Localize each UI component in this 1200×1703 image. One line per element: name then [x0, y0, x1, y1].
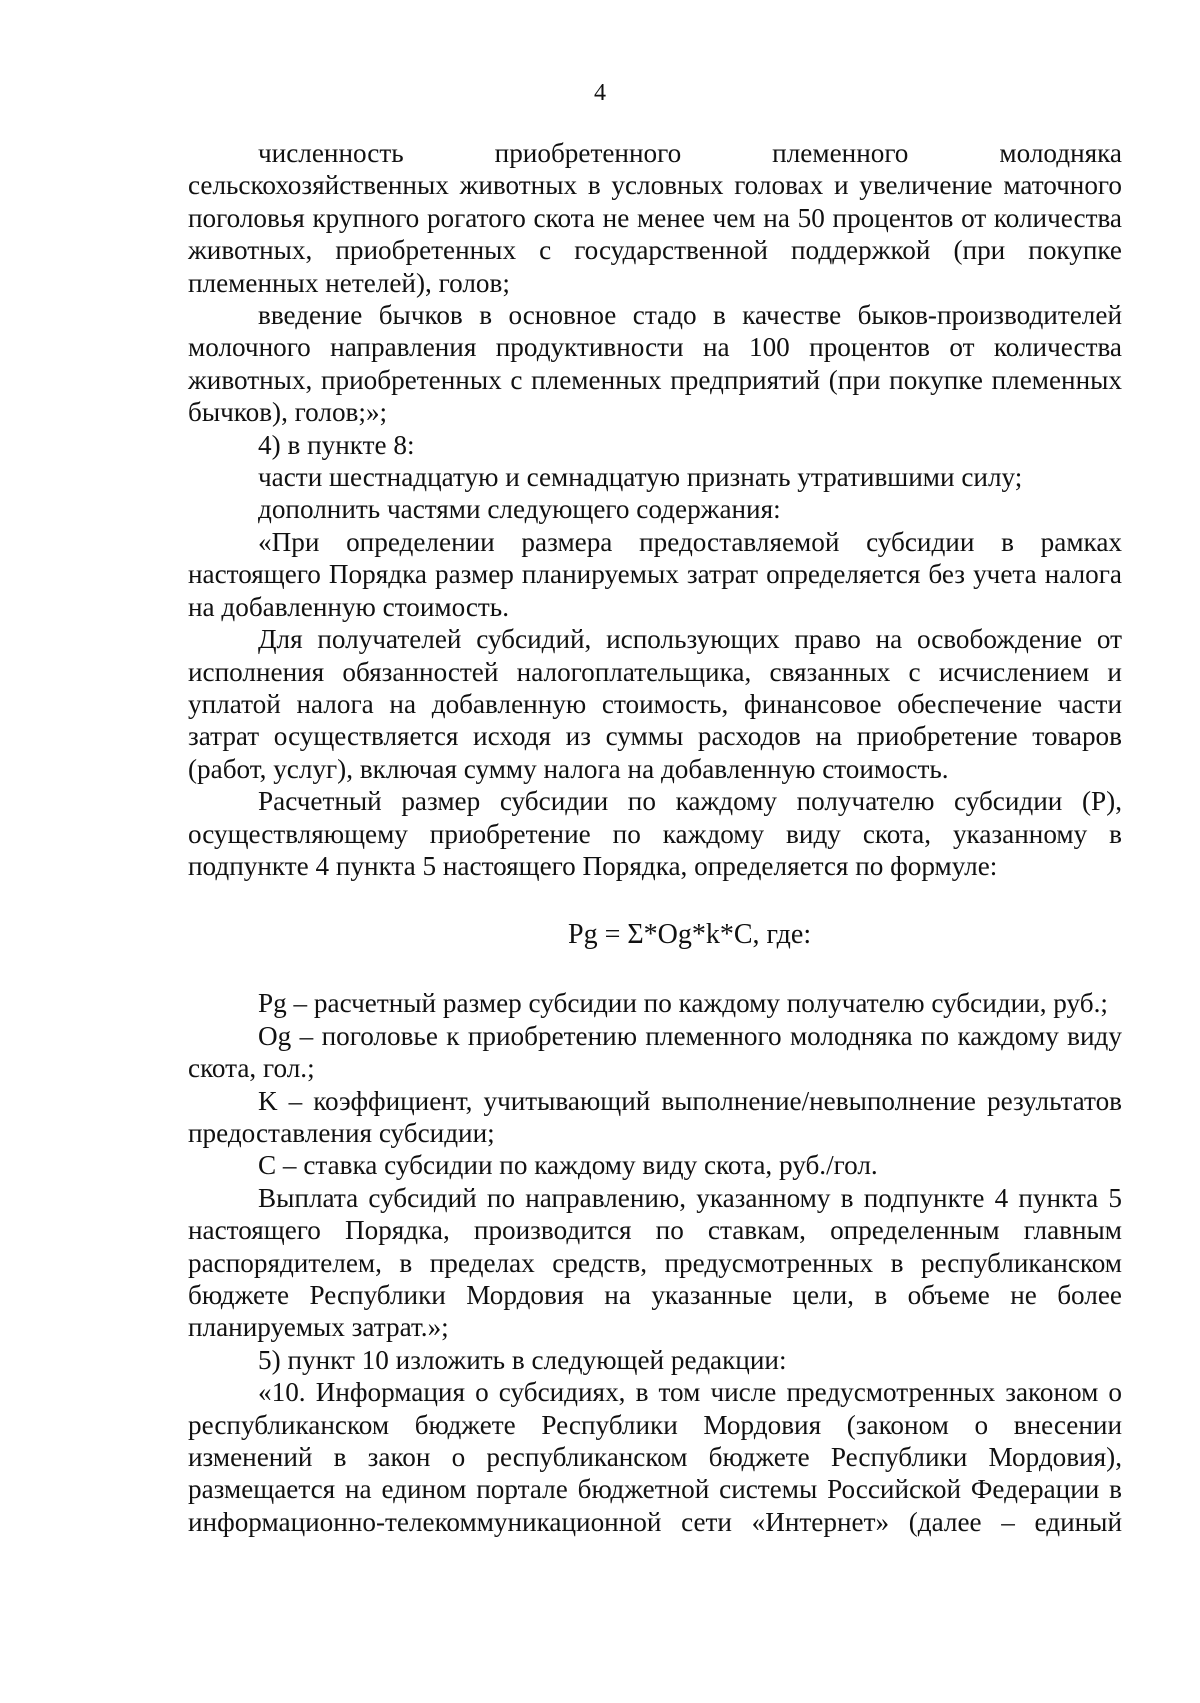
definition-item: Og – поголовье к приобретению племенного молодняка по каждому виду скота, гол.; [188, 1020, 1122, 1084]
document-body [188, 137, 1122, 1538]
paragraph: численность приобретенного племенного молодняка сельскохозяйственных животных в условных головах и увеличение маточного поголовья крупного рогатого скота не менее чем на 50 процентов от количества животных, приобретенных с государственной поддержкой (при покупке племенных нетелей), голов; [188, 138, 1122, 298]
paragraph: Расчетный размер субсидии по каждому получателю субсидии (Р), осуществляющему приобретение по каждому виду скота, указанному в подпункте 4 пункта 5 настоящего Порядка, определяется по формуле: [188, 786, 1122, 881]
formula: Pg = Σ*Og*k*C, где: [568, 919, 812, 951]
paragraph: дополнить частями следующего содержания: [258, 494, 781, 525]
paragraph: 4) в пункте 8: [258, 429, 415, 460]
paragraph: 5) пункт 10 изложить в следующей редакции: [258, 1344, 787, 1375]
page-number: 4 [594, 80, 606, 106]
paragraph: Для получателей субсидий, использующих право на освобождение от исполнения обязанностей налогоплательщика, связанных с исчислением и уплатой налога на добавленную стоимость, финансовое обеспечение части затрат осуществляется исходя из суммы расходов на приобретение товаров (работ, услуг), включая сумму налога на добавленную стоимость. [188, 624, 1122, 784]
paragraph: «При определении размера предоставляемой субсидии в рамках настоящего Порядка размер планируемых затрат определяется без учета налога на добавленную стоимость. [188, 526, 1122, 622]
paragraph: части шестнадцатую и семнадцатую признать утратившими силу; [258, 462, 1023, 493]
paragraph: Выплата субсидий по направлению, указанному в подпункте 4 пункта 5 настоящего Порядка, производится по ставкам, определенным главным распорядителем, в пределах средств, предусмотренных в республиканском бюджете Республики Мордовия на указанные цели, в объеме не более планируемых затрат.»; [188, 1182, 1122, 1343]
paragraph: «10. Информация о субсидиях, в том числе предусмотренных законом о республиканском бюджете Республики Мордовия (законом о внесении изменений в закон о республиканском бюджете Республики Мордовия), размещается на едином портале бюджетной системы Российской Федерации в информационно-телекоммуникационной сети «Интернет» (далее – единый [188, 1377, 1122, 1537]
definition-item: K – коэффициент, учитывающий выполнение/невыполнение результатов предоставления субсидии; [188, 1085, 1122, 1148]
definition-item: Pg – расчетный размер субсидии по каждому получателю субсидии, руб.; [258, 988, 1108, 1019]
definition-item: C – ставка субсидии по каждому виду скота, руб./гол. [258, 1150, 878, 1181]
paragraph: введение бычков в основное стадо в качестве быков-производителей молочного направления продуктивности на 100 процентов от количества животных, приобретенных с племенных предприятий (при покупке племенных бычков), голов;»; [188, 300, 1122, 428]
